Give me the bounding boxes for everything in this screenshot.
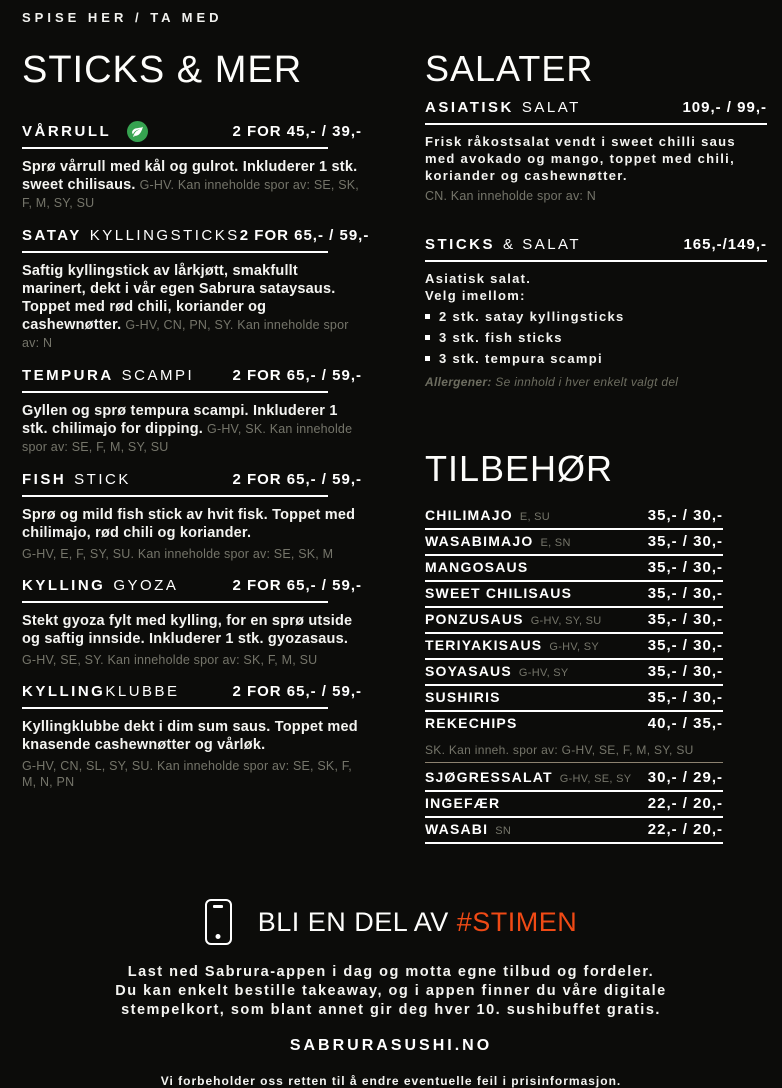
item-title xyxy=(425,99,581,116)
item-head xyxy=(425,234,767,254)
item-title-light: STICK xyxy=(74,470,131,488)
row-allergen-codes: SN xyxy=(495,825,512,837)
row-name: WASABI xyxy=(425,821,489,837)
item-description xyxy=(22,718,362,790)
item-title-light: KYLLINGSTICKS xyxy=(89,226,240,244)
tilbehor-row xyxy=(425,585,723,608)
divider xyxy=(425,123,767,125)
divider xyxy=(22,391,328,393)
combo-option: 3 stk. tempura scampi xyxy=(425,348,767,369)
description-text: Sprø vårrull med kål og gulrot. Inkluderer 1 stk. sweet chilisaus. xyxy=(22,159,358,193)
footer xyxy=(0,899,782,1088)
allergen-info: G-HV, CN, PN, SY. Kan inneholde spor av: N xyxy=(22,318,349,350)
allergen-info: G-HV, SK. Kan inneholde spor av: SE, F, M, SY, SU xyxy=(22,422,353,454)
description-text: Kyllingklubbe dekt i dim sum saus. Toppet med knasende cashewnøtter og vårløk. xyxy=(22,719,358,753)
item-head xyxy=(22,365,362,385)
divider xyxy=(22,147,328,149)
row-price: 30,- / 29,- xyxy=(647,769,723,786)
row-name: PONZUSAUS xyxy=(425,611,524,627)
item-title xyxy=(22,577,178,594)
app-description xyxy=(0,963,782,1020)
row-allergen-codes: G-HV, SE, SY xyxy=(559,773,632,785)
item-price: 2 FOR 45,- / 39,- xyxy=(232,122,362,140)
row-price: 35,- / 30,- xyxy=(647,689,723,706)
combo-option: 2 stk. satay kyllingsticks xyxy=(425,306,767,327)
combo-line: Asiatisk salat. xyxy=(425,271,532,286)
menu-item-fish-stick xyxy=(22,469,362,562)
item-title-light: SCAMPI xyxy=(121,366,195,384)
allergen-info: G-HV, CN, SL, SY, SU. Kan inneholde spor av: SE, SK, F, M, N, PN xyxy=(22,759,352,789)
item-title-bold: TEMPURA xyxy=(22,366,114,384)
allergen-info: G-HV, SE, SY. Kan inneholde spor av: SK, F, M, SU xyxy=(22,653,318,667)
allergen-info: G-HV, E, F, SY, SU. Kan inneholde spor av: SE, SK, M xyxy=(22,547,334,561)
item-title-bold: ASIATISK xyxy=(425,98,514,116)
row-price: 35,- / 30,- xyxy=(647,663,723,680)
menu-item-asiatisk-salat xyxy=(425,97,767,204)
item-title xyxy=(22,227,240,244)
allergen-note-text: Se innhold i hver enkelt valgt del xyxy=(491,375,679,389)
salater-tilbehor-column xyxy=(425,48,767,847)
row-price: 22,- / 20,- xyxy=(647,821,723,838)
combo-line: Velg imellom: xyxy=(425,288,526,303)
row-allergen-codes: G-HV, SY xyxy=(549,641,600,653)
row-price: 35,- / 30,- xyxy=(647,533,723,550)
tilbehor-row xyxy=(425,611,723,634)
allergen-note-label: Allergener: xyxy=(425,375,492,389)
row-price: 35,- / 30,- xyxy=(647,585,723,602)
item-head xyxy=(22,575,362,595)
row-label xyxy=(425,559,535,577)
salater-heading: SALATER xyxy=(425,48,594,89)
row-label xyxy=(425,637,599,655)
row-name: SJØGRESSALAT xyxy=(425,769,553,785)
app-cta xyxy=(0,899,782,945)
item-title-light: GYOZA xyxy=(113,576,179,594)
item-title-bold: FISH xyxy=(22,470,67,488)
row-allergen-codes: G-HV, SY, SU xyxy=(530,615,602,627)
row-label xyxy=(425,821,511,839)
row-allergen-codes: E, SU xyxy=(519,511,551,523)
item-title xyxy=(425,236,581,253)
smartphone-icon xyxy=(205,899,232,945)
item-title xyxy=(22,121,148,142)
tilbehor-row xyxy=(425,769,723,792)
menu-columns xyxy=(22,48,782,847)
row-label xyxy=(425,533,571,551)
item-title-light: & SALAT xyxy=(503,235,582,253)
item-title-bold: SATAY xyxy=(22,226,82,244)
item-price: 2 FOR 65,- / 59,- xyxy=(232,366,362,384)
sticks-column xyxy=(22,49,370,847)
divider xyxy=(22,251,328,253)
app-description-line: Last ned Sabrura-appen i dag og motta egne tilbud og fordeler. xyxy=(127,964,655,980)
tilbehor-row xyxy=(425,821,723,844)
item-description xyxy=(22,506,362,562)
row-price: 35,- / 30,- xyxy=(647,637,723,654)
row-name: CHILIMAJO xyxy=(425,507,513,523)
menu-item-sticks-og-salat xyxy=(425,234,767,389)
item-title-light: KLUBBE xyxy=(105,682,180,700)
tilbehor-row xyxy=(425,689,723,712)
item-title xyxy=(22,683,180,700)
item-head xyxy=(22,121,362,141)
row-name: SWEET CHILISAUS xyxy=(425,585,573,601)
price-disclaimer: Vi forbeholder oss retten til å endre eventuelle feil i prisinformasjon. xyxy=(160,1074,622,1088)
item-title-bold: KYLLING xyxy=(22,576,106,594)
divider xyxy=(22,495,328,497)
divider xyxy=(22,601,328,603)
item-price: 2 FOR 65,- / 59,- xyxy=(232,576,362,594)
row-price: 22,- / 20,- xyxy=(647,795,723,812)
item-title-bold: VÅRRULL xyxy=(22,122,112,140)
menu-item-kylling-gyoza xyxy=(22,575,362,668)
tilbehor-row xyxy=(425,637,723,660)
row-label xyxy=(425,769,631,787)
row-name: INGEFÆR xyxy=(425,795,501,811)
item-title-light: SALAT xyxy=(521,98,581,116)
tilbehor-row xyxy=(425,507,723,530)
description-text: Gyllen og sprø tempura scampi. Inkluderer 1 stk. chilimajo for dipping. xyxy=(22,403,338,437)
item-description xyxy=(22,262,362,352)
item-price: 2 FOR 65,- / 59,- xyxy=(239,226,370,244)
tilbehor-list xyxy=(425,507,723,844)
rekechips-allergen-note: SK. Kan inneh. spor av: G-HV, SE, F, M, SY, SU xyxy=(425,739,723,763)
row-price: 35,- / 30,- xyxy=(647,611,723,628)
app-description-line: stempelkort, som blant annet gir deg hver 10. sushibuffet gratis. xyxy=(121,1002,661,1018)
row-label xyxy=(425,715,524,733)
row-label xyxy=(425,507,550,525)
menu-item-satay-kyllingsticks xyxy=(22,225,370,352)
menu-item-kyllingklubbe xyxy=(22,681,362,790)
row-price: 35,- / 30,- xyxy=(647,559,723,576)
row-allergen-codes: E, SN xyxy=(540,537,571,549)
item-head xyxy=(22,469,362,489)
tilbehor-row xyxy=(425,795,723,818)
item-description xyxy=(22,612,362,668)
divider xyxy=(22,707,328,709)
row-name: WASABIMAJO xyxy=(425,533,534,549)
item-head xyxy=(425,97,767,117)
item-head xyxy=(22,225,370,245)
item-description xyxy=(22,158,362,212)
row-price: 40,- / 35,- xyxy=(647,715,723,732)
row-name: SUSHIRIS xyxy=(425,689,501,705)
website-url: SABRURASUSHI.NO xyxy=(289,1037,493,1054)
item-price: 165,-/149,- xyxy=(683,235,767,253)
description-text: Stekt gyoza fylt med kylling, for en sprø utside og saftig innside. Inkluderer 1 stk. gyozasaus. xyxy=(22,613,353,647)
item-title-bold: KYLLING xyxy=(22,682,106,700)
sticks-heading: STICKS & MER xyxy=(22,49,303,91)
item-head xyxy=(22,681,362,701)
tilbehor-heading: TILBEHØR xyxy=(425,448,614,489)
description-text: Saftig kyllingstick av lårkjøtt, smakfullt marinert, dekt i vår egen Sabrura sataysaus. Toppet med rød chili, koriander og cashewnøtter. xyxy=(22,263,336,333)
combo-options-list xyxy=(425,306,767,369)
cta-headline-white: BLI EN DEL AV xyxy=(257,906,457,937)
row-label xyxy=(425,795,507,813)
leaf-icon xyxy=(127,121,148,142)
tilbehor-row xyxy=(425,663,723,686)
row-name: SOYASAUS xyxy=(425,663,512,679)
row-label xyxy=(425,585,579,603)
combo-intro xyxy=(425,270,767,304)
eat-here-takeaway-label: SPISE HER / TA MED xyxy=(22,10,223,25)
combo-option: 3 stk. fish sticks xyxy=(425,327,767,348)
row-price: 35,- / 30,- xyxy=(647,507,723,524)
row-label xyxy=(425,689,508,707)
row-label xyxy=(425,611,602,629)
item-title xyxy=(22,471,131,488)
tilbehor-row xyxy=(425,533,723,556)
allergen-note xyxy=(425,375,767,389)
item-price: 2 FOR 65,- / 59,- xyxy=(232,470,362,488)
row-label xyxy=(425,663,569,681)
allergen-info: CN. Kan inneholde spor av: N xyxy=(425,189,596,203)
divider xyxy=(425,260,767,262)
tilbehor-row-rekechips xyxy=(425,715,723,736)
item-description xyxy=(22,402,362,456)
allergen-info: G-HV. Kan inneholde spor av: SE, SK, F, M, SY, SU xyxy=(22,178,359,210)
cta-headline xyxy=(258,907,578,938)
menu-item-tempura-scampi xyxy=(22,365,362,456)
item-price: 2 FOR 65,- / 59,- xyxy=(232,682,362,700)
row-name: REKECHIPS xyxy=(425,715,518,731)
row-name: MANGOSAUS xyxy=(425,559,529,575)
item-title xyxy=(22,367,194,384)
item-description: Frisk råkostsalat vendt i sweet chilli saus med avokado og mango, toppet med chili, koriander og cashewnøtter. xyxy=(425,134,736,183)
app-description-line: Du kan enkelt bestille takeaway, og i appen finner du våre digitale xyxy=(115,983,667,999)
row-name: TERIYAKISAUS xyxy=(425,637,543,653)
row-allergen-codes: G-HV, SY xyxy=(518,667,569,679)
item-price: 109,- / 99,- xyxy=(682,98,767,116)
description-text: Sprø og mild fish stick av hvit fisk. Toppet med chilimajo, rød chili og koriander. xyxy=(22,507,356,541)
tilbehor-row xyxy=(425,559,723,582)
item-title-bold: STICKS xyxy=(425,235,496,253)
menu-item-varrull xyxy=(22,121,362,212)
cta-hashtag: #STIMEN xyxy=(456,906,578,937)
